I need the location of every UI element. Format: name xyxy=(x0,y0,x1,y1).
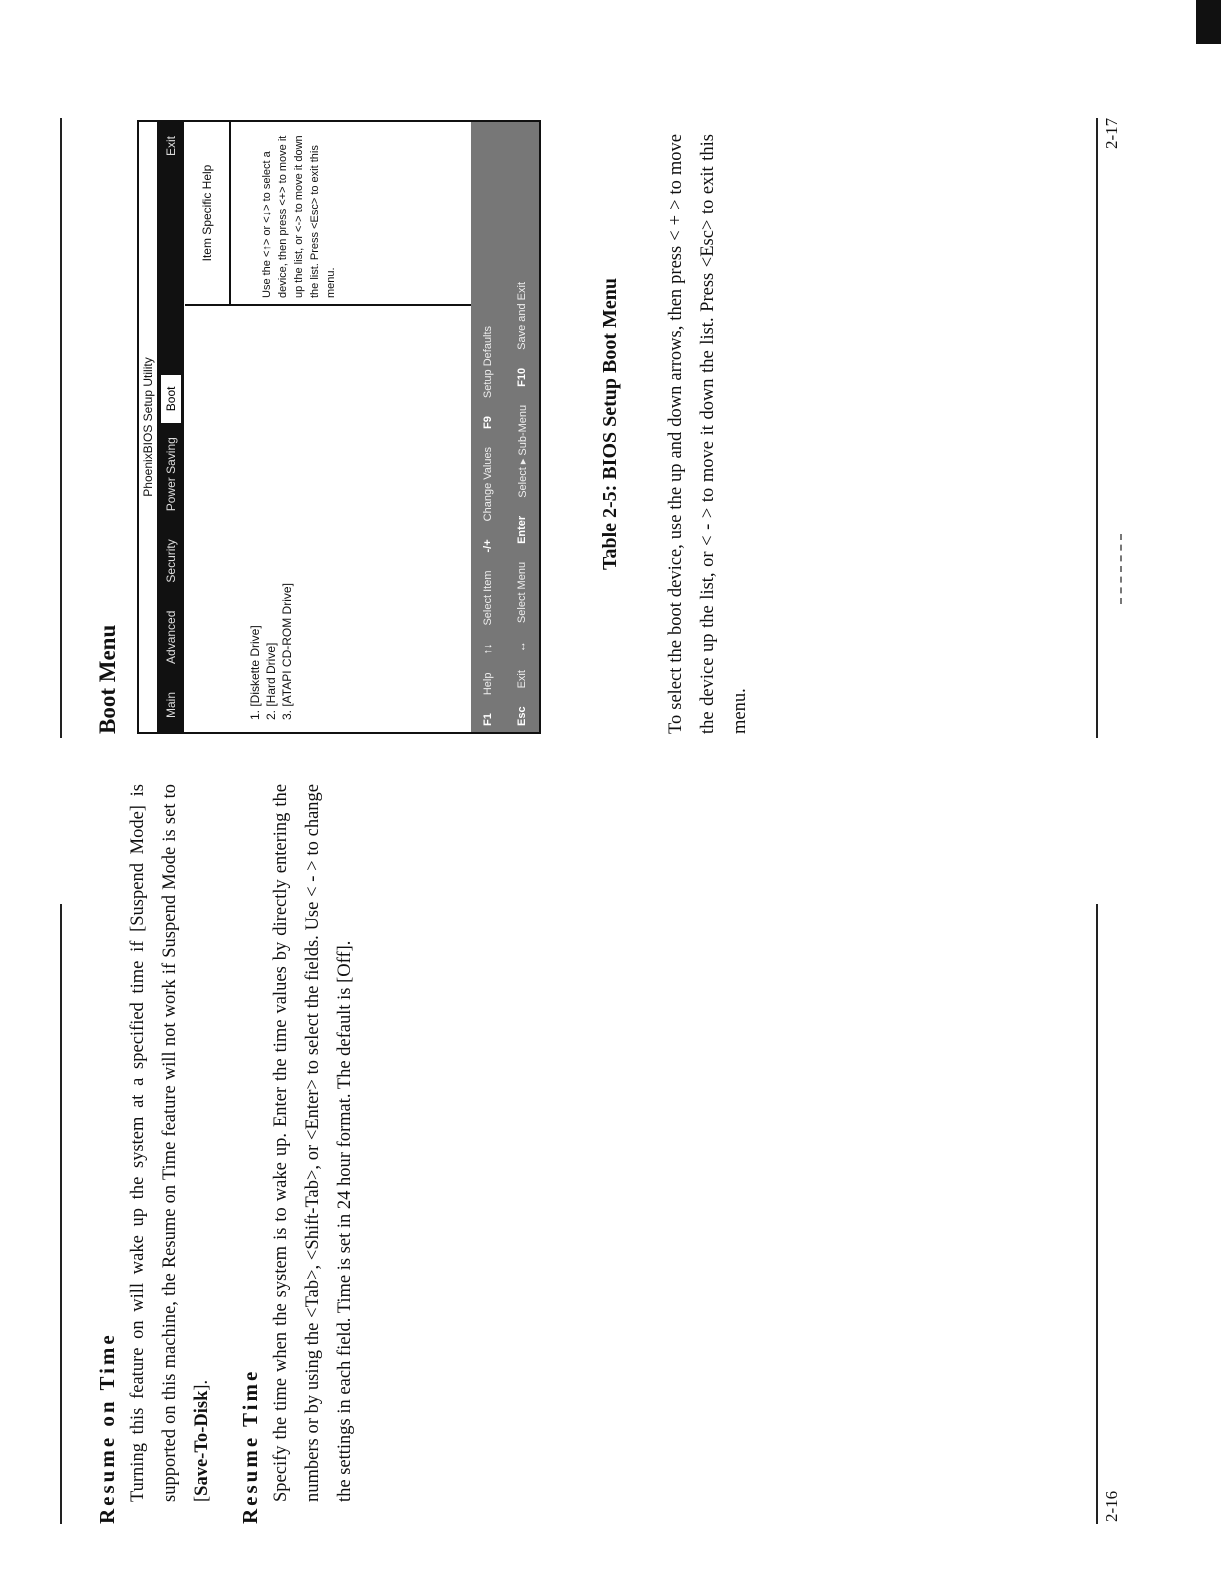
section-paragraph: Turning this feature on will wake up the system at a specified time if [Suspend Mode] is supported on this machine, the Resume on Time feature will not work if Suspend Mode is set to [Save-To-Disk]. xyxy=(128,784,212,1502)
right-page xyxy=(95,114,776,734)
bios-footer xyxy=(471,122,539,732)
section-heading: Resume on Time xyxy=(95,1332,119,1524)
fold-dash xyxy=(1120,534,1122,604)
key-label: ↑↓ xyxy=(482,643,494,655)
page-number: 2-17 xyxy=(1102,117,1121,149)
boot-item[interactable]: 1. [Diskette Drive] xyxy=(248,625,262,720)
key-action: Select Item xyxy=(482,570,494,626)
boot-item[interactable]: 2. [Hard Drive] xyxy=(264,642,278,720)
key-action: Exit xyxy=(516,670,528,689)
key-label: Esc xyxy=(516,706,528,726)
key-label: -/+ xyxy=(482,539,494,553)
footer-row xyxy=(471,122,505,732)
help-text: Use the <↑> or <↓> to select a device, then press <+> to move it up the list, or <-> to move it down the list. Press <Esc> to exit this menu. xyxy=(261,135,337,298)
bios-body xyxy=(185,122,471,732)
help-panel xyxy=(185,122,471,304)
menu-item-security[interactable]: Security xyxy=(164,539,178,583)
key-label: Enter xyxy=(516,515,528,544)
key-action: Select ▸ Sub-Menu xyxy=(516,404,529,498)
bottom-rule-right xyxy=(1096,118,1098,738)
boot-item[interactable]: 3. [ATAPI CD-ROM Drive] xyxy=(280,583,294,720)
left-page xyxy=(95,784,381,1524)
boot-order-panel xyxy=(185,304,471,732)
key-action: Select Menu xyxy=(516,561,528,624)
boot-list xyxy=(247,583,295,720)
key-action: Help xyxy=(482,672,494,696)
key-label: F9 xyxy=(482,416,494,429)
key-label: F10 xyxy=(516,367,528,387)
menu-item-main[interactable]: Main xyxy=(164,691,178,718)
bios-title: PhoenixBIOS Setup Utility xyxy=(139,122,158,732)
page-heading: Boot Menu xyxy=(95,624,120,734)
table-caption: Table 2-5: BIOS Setup Boot Menu xyxy=(599,277,621,571)
key-action: Change Values xyxy=(482,446,494,522)
footer-row xyxy=(505,122,539,732)
body-paragraph: To select the boot device, use the up and down arrows, then press < + > to move the device up the list, or < - > to move it down the list. Press <Esc> to exit this menu. xyxy=(666,134,750,734)
menu-item-exit[interactable]: Exit xyxy=(164,136,178,157)
key-label: F1 xyxy=(482,713,494,726)
top-rule-left xyxy=(60,904,62,1524)
page-number: 2-16 xyxy=(1102,1490,1121,1522)
menu-item-boot[interactable]: Boot xyxy=(161,375,181,424)
help-title: Item Specific Help xyxy=(185,122,231,304)
section-paragraph: Specify the time when the system is to wake up. Enter the time values by directly entering the numbers or by using the <Tab>, <Shift-Tab>, or <Enter> to select the fields. Use < - > to change the settings in each field. Time is set in 24 hour format. The default is [Off]. xyxy=(271,784,355,1502)
bios-menu-bar xyxy=(158,122,184,732)
key-action: Setup Defaults xyxy=(482,325,494,399)
key-action: Save and Exit xyxy=(516,281,528,350)
key-label: ↔ xyxy=(516,641,528,653)
bios-screenshot xyxy=(137,120,541,734)
menu-item-power-saving[interactable]: Power Saving xyxy=(164,437,178,512)
bottom-rule-left xyxy=(1096,904,1098,1524)
menu-item-advanced[interactable]: Advanced xyxy=(164,610,178,664)
top-rule-right xyxy=(60,118,62,738)
section-heading: Resume Time xyxy=(238,1368,262,1524)
